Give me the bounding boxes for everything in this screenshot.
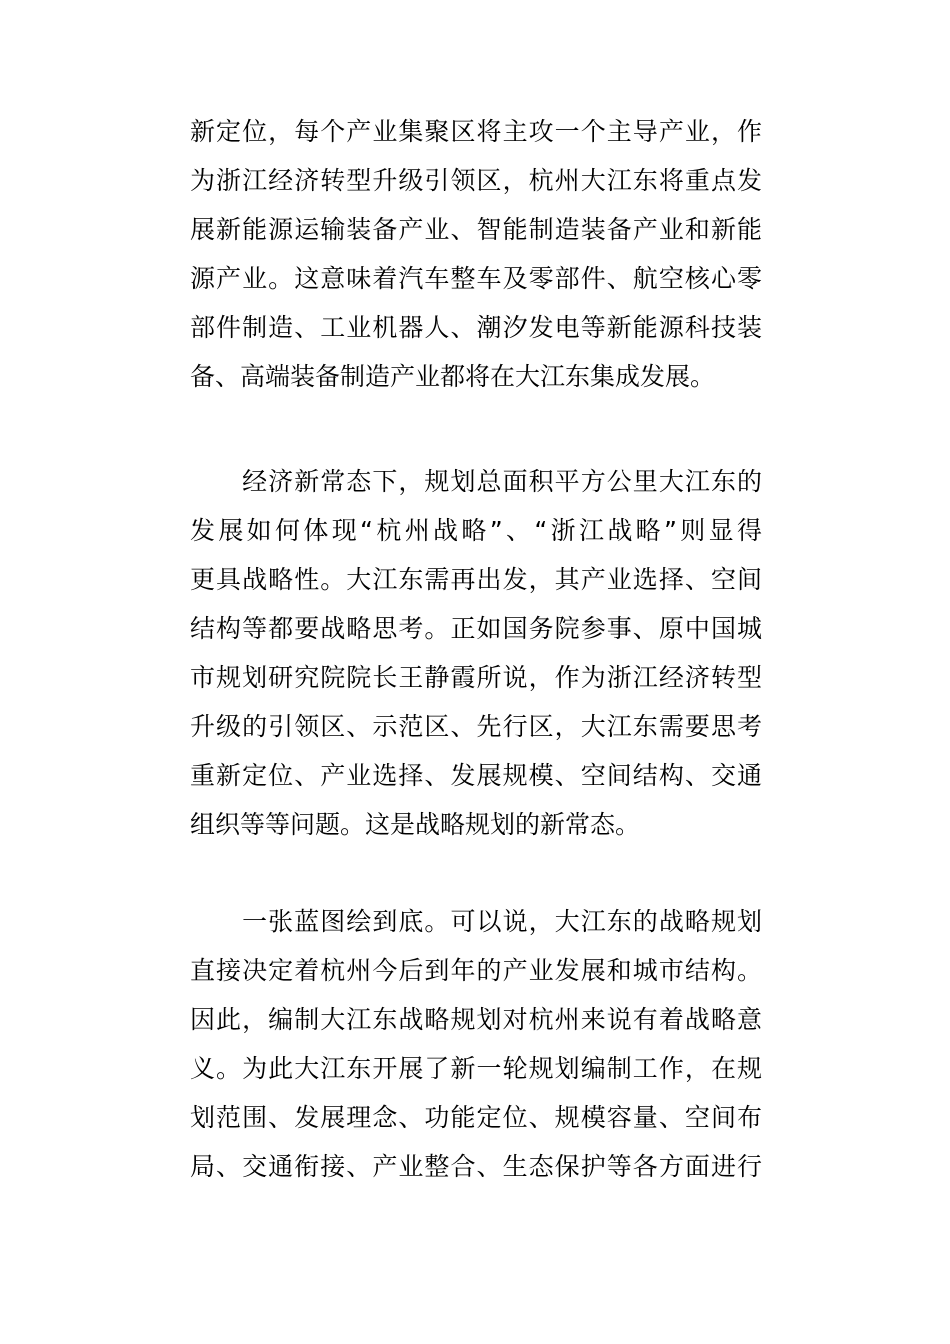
text-line: 备、高端装备制造产业都将在大江东集成发展。 <box>190 362 716 391</box>
paragraph-2 <box>190 457 762 849</box>
text-line: 直接决定着杭州今后到年的产业发展和城市结构。 <box>190 956 762 985</box>
text-line: 市规划研究院院长王静霞所说，作为浙江经济转型 <box>190 663 762 692</box>
text-line: 部件制造、工业机器人、潮汐发电等新能源科技装 <box>190 313 762 342</box>
text-line: 新定位，每个产业集聚区将主攻一个主导产业，作 <box>190 117 762 146</box>
text-line: 展新能源运输装备产业、智能制造装备产业和新能 <box>190 215 762 244</box>
text-line: 重新定位、产业选择、发展规模、空间结构、交通 <box>190 761 762 790</box>
text-line: 升级的引领区、示范区、先行区，大江东需要思考 <box>190 712 762 741</box>
paragraph-1 <box>190 107 762 401</box>
text-line: 划范围、发展理念、功能定位、规模容量、空间布 <box>190 1103 762 1132</box>
text-line: 更具战略性。大江东需再出发，其产业选择、空间 <box>190 565 762 594</box>
paragraph-3 <box>190 897 762 1191</box>
text-line: 经济新常态下，规划总面积平方公里大江东的 <box>190 467 762 496</box>
text-line: 义。为此大江东开展了新一轮规划编制工作，在规 <box>190 1054 762 1083</box>
text-line: 源产业。这意味着汽车整车及零部件、航空核心零 <box>190 264 762 293</box>
text-line: 为浙江经济转型升级引领区，杭州大江东将重点发 <box>190 166 762 195</box>
text-line: 一张蓝图绘到底。可以说，大江东的战略规划 <box>190 907 762 936</box>
text-line: 组织等等问题。这是战略规划的新常态。 <box>190 810 641 839</box>
text-line: 因此，编制大江东战略规划对杭州来说有着战略意 <box>190 1005 762 1034</box>
text-line: 发展如何体现“杭州战略”、“浙江战略”则显得 <box>190 516 762 545</box>
text-line: 局、交通衔接、产业整合、生态保护等各方面进行 <box>190 1152 762 1181</box>
text-line: 结构等都要战略思考。正如国务院参事、原中国城 <box>190 614 762 643</box>
